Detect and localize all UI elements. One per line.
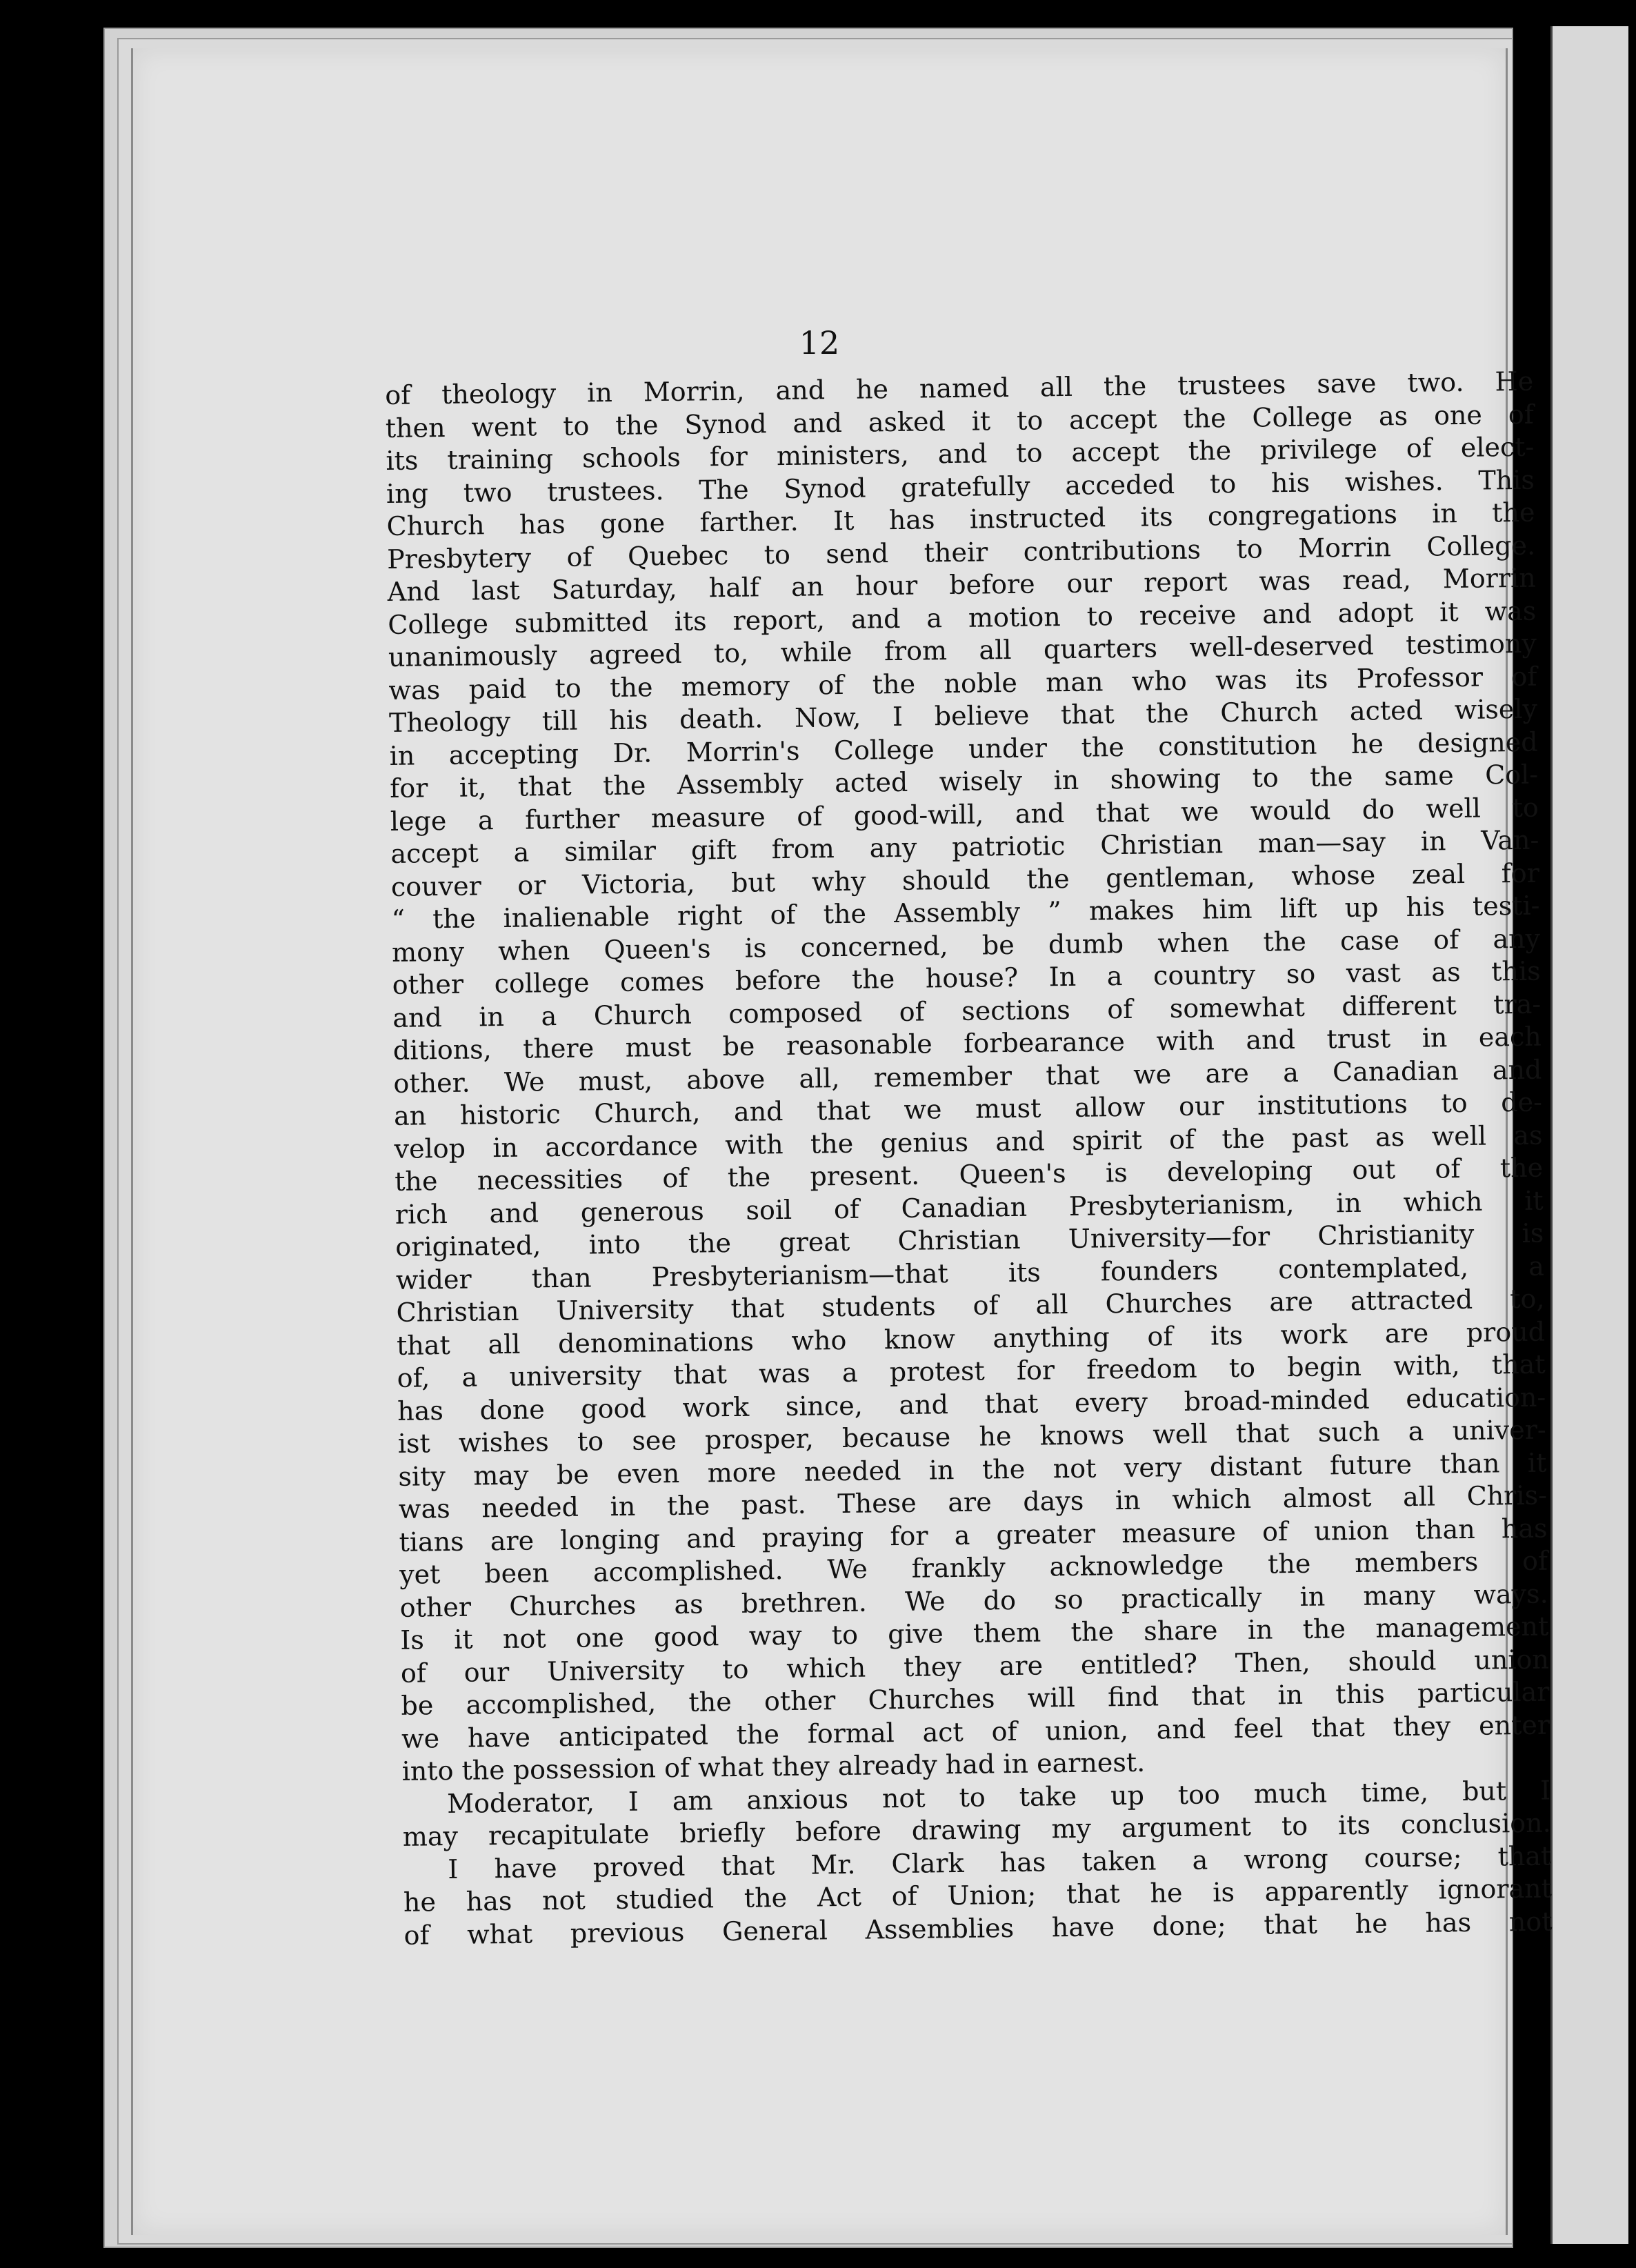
text-line: of, a university that was a protest for freedom to begin with, that [397, 1349, 1546, 1393]
text-line: Theology till his death. Now, I believe that the Church acted wisely [388, 693, 1538, 738]
text-line: that all denominations who know anything of its work are proud [396, 1316, 1546, 1361]
book-page [131, 48, 1553, 2235]
text-line: And last Saturday, half an hour before our report was read, Morrin [387, 562, 1536, 607]
page-number: 12 [799, 324, 840, 361]
adjacent-page-edge [1550, 26, 1628, 2244]
text-line: has done good work since, and that every broad-minded education- [397, 1382, 1546, 1426]
text-line: rich and generous soil of Canadian Presbyterianism, in which it [395, 1185, 1544, 1230]
text-line: be accomplished, the other Churches will find that in this particular [401, 1676, 1550, 1721]
text-line: Is it not one good way to give them the share in the management [400, 1611, 1549, 1655]
text-line: velop in accordance with the genius and spirit of the past as well as [394, 1120, 1543, 1164]
text-line: other. We must, above all, remember that we are a Canadian and [393, 1054, 1542, 1099]
body-text [385, 366, 1553, 1952]
text-line: we have anticipated the formal act of union, and feel that they enter [401, 1709, 1550, 1754]
text-line: of our University to which they are entitled? Then, should union [400, 1644, 1550, 1689]
text-line: of what previous General Assemblies have done; that he has not [403, 1905, 1553, 1951]
text-line: the necessities of the present. Queen's is developing out of the [394, 1152, 1544, 1197]
text-line: ing two trustees. The Synod gratefully acceded to his wishes. This [386, 464, 1535, 509]
text-line: “ the inalienable right of the Assembly ” makes him lift up his testi- [391, 890, 1540, 935]
text-line: other college comes before the house? In a country so vast as this [392, 955, 1541, 1000]
text-line: College submitted its report, and a motion to receive and adopt it was [388, 595, 1537, 640]
text-line: for it, that the Assembly acted wisely in showing to the same Col- [389, 759, 1539, 804]
text-line: in accepting Dr. Morrin's College under the constitution he designed [389, 726, 1538, 771]
text-line: sity may be even more needed in the not very distant future than it [398, 1447, 1547, 1492]
text-line: was paid to the memory of the noble man who was its Professor of [388, 661, 1537, 706]
text-line: and in a Church composed of sections of somewhat different tra- [392, 988, 1542, 1033]
text-line: tians are longing and praying for a greater measure of union than has [399, 1513, 1548, 1558]
text-line: couver or Victoria, but why should the gentleman, whose zeal for [390, 857, 1540, 902]
text-line: wider than Presbyterianism—that its founders contemplated, a [395, 1251, 1545, 1295]
text-line: Presbytery of Quebec to send their contributions to Morrin College. [386, 530, 1536, 575]
text-line: of theology in Morrin, and he named all the trustees save two. He [385, 366, 1534, 410]
text-line: may recapitulate briefly before drawing my argument to its conclusion. [402, 1807, 1551, 1852]
text-line: yet been accomplished. We frankly acknowledge the members of [399, 1545, 1548, 1590]
text-line: was needed in the past. These are days in which almost all Chris- [398, 1480, 1548, 1524]
text-line: ditions, there must be reasonable forbearance with and trust in each [392, 1021, 1542, 1066]
text-line: Church has gone farther. It has instructed its congregations in the [386, 497, 1535, 541]
text-line: accept a similar gift from any patriotic Christian man—say in Van- [390, 824, 1539, 869]
text-line: other Churches as brethren. We do so practically in many ways. [399, 1578, 1548, 1623]
text-line: into the possession of what they already had in earnest. [401, 1747, 1146, 1787]
text-line: unanimously agreed to, while from all quarters well-deserved testimony [388, 628, 1537, 673]
text-line: originated, into the great Christian University—for Christianity is [395, 1217, 1544, 1262]
text-line: its training schools for ministers, and to accept the privilege of elect- [386, 431, 1535, 476]
text-line: I have proved that Mr. Clark has taken a wrong course; that [448, 1840, 1552, 1884]
text-line: he has not studied the Act of Union; that he is apparently ignorant [403, 1873, 1553, 1918]
text-line: mony when Queen's is concerned, be dumb when the case of any [391, 923, 1541, 968]
text-line: lege a further measure of good-will, and that we would do well to [390, 792, 1539, 837]
text-line: Moderator, I am anxious not to take up too much time, but I [446, 1775, 1551, 1819]
text-line: Christian University that students of all Churches are attracted to, [396, 1283, 1545, 1328]
text-line: then went to the Synod and asked it to accept the College as one of [385, 399, 1535, 444]
text-line: an historic Church, and that we must allow our institutions to de- [393, 1086, 1543, 1131]
text-line: ist wishes to see prosper, because he knows well that such a univer- [397, 1414, 1546, 1459]
